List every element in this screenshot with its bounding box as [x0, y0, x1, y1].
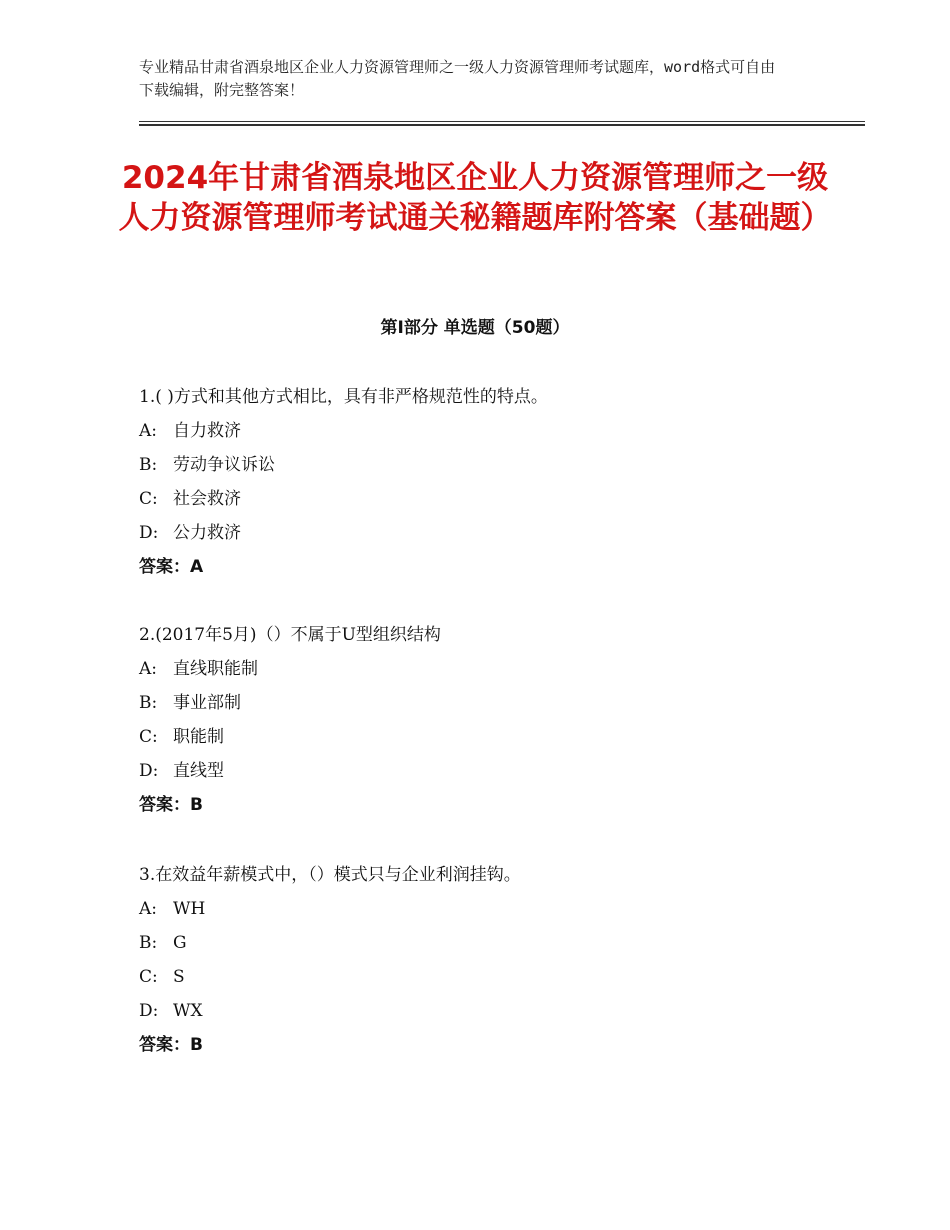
option-letter: C: [139, 489, 158, 509]
option-c [139, 482, 859, 516]
document-title: 2024年甘肃省酒泉地区企业人力资源管理师之一级人力资源管理师考试通关秘籍题库附答案（基础题） [118, 160, 832, 236]
option-letter: B: [139, 455, 158, 475]
option-a [139, 652, 859, 686]
header-divider-thick-line [139, 124, 865, 126]
option-c [139, 960, 859, 994]
option-letter: D: [139, 1001, 159, 1021]
option-b [139, 448, 859, 482]
option-text: 事业部制 [173, 693, 241, 713]
option-text: 公力救济 [173, 523, 241, 543]
option-text: 自力救济 [173, 421, 241, 441]
answer-line: 答案：A [139, 557, 204, 577]
option-letter: A: [139, 421, 158, 441]
answer-line: 答案：B [139, 1035, 203, 1055]
option-d [139, 754, 859, 788]
question-stem: 1.( )方式和其他方式相比，具有非严格规范性的特点。 [139, 387, 548, 407]
option-b [139, 926, 859, 960]
header-note: 专业精品甘肃省酒泉地区企业人力资源管理师之一级人力资源管理师考试题库，word格式可自由下载编辑，附完整答案！ [139, 58, 776, 99]
header-divider [139, 121, 865, 126]
option-c [139, 720, 859, 754]
option-text: WX [173, 1001, 203, 1021]
option-letter: C: [139, 727, 158, 747]
question-stem: 3.在效益年薪模式中，（）模式只与企业利润挂钩。 [139, 865, 521, 885]
section-heading: 第I部分 单选题（50题） [380, 318, 570, 338]
header-divider-thin-line [139, 121, 865, 122]
question-stem: 2.(2017年5月)（）不属于U型组织结构 [139, 625, 441, 645]
option-text: S [173, 967, 185, 987]
question-1 [139, 380, 859, 584]
option-letter: B: [139, 933, 158, 953]
option-text: 劳动争议诉讼 [173, 455, 275, 475]
option-letter: B: [139, 693, 158, 713]
option-d [139, 516, 859, 550]
option-text: 直线职能制 [173, 659, 258, 679]
option-letter: D: [139, 523, 159, 543]
option-text: G [173, 933, 187, 953]
option-text: 直线型 [173, 761, 224, 781]
question-3 [139, 858, 859, 1062]
option-d [139, 994, 859, 1028]
answer-line: 答案：B [139, 795, 203, 815]
option-a [139, 414, 859, 448]
option-text: 社会救济 [173, 489, 241, 509]
option-letter: D: [139, 761, 159, 781]
option-b [139, 686, 859, 720]
option-text: 职能制 [173, 727, 224, 747]
option-letter: A: [139, 659, 158, 679]
option-letter: C: [139, 967, 158, 987]
question-2 [139, 618, 859, 822]
option-text: WH [173, 899, 206, 919]
option-a [139, 892, 859, 926]
option-letter: A: [139, 899, 158, 919]
